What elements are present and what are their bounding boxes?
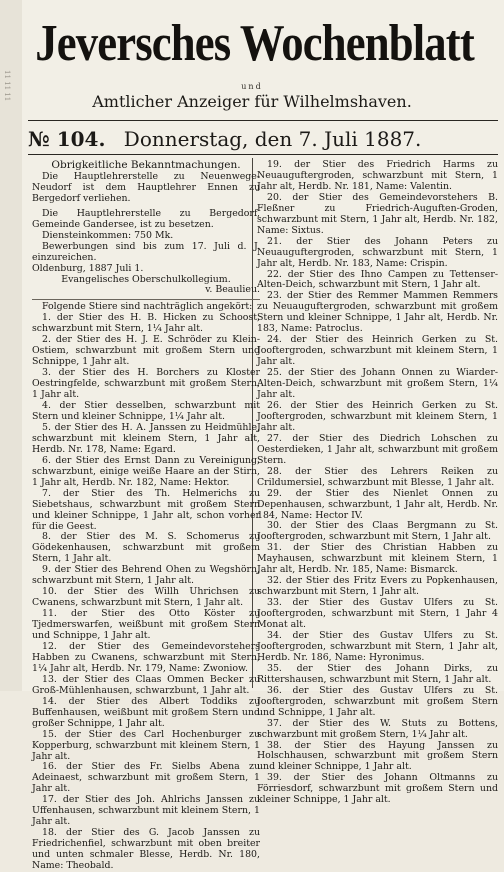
list-item: 36. der Stier des Gustav Ulfers zu St. Jooftergroden, schwarzbunt mit großem Stern und Schnippe, 1 Jahr alt. [257, 684, 498, 718]
list-item: 35. der Stier des Johann Dirks, zu Rittershausen, schwarzbunt mit Stern, 1 Jahr alt. [257, 662, 498, 685]
list-item: 4. der Stier desselben, schwarzbunt mit Stern und kleiner Schnippe, 1¼ Jahr alt. [32, 400, 260, 422]
issue-date: Donnerstag, den 7. Juli 1887. [123, 127, 422, 151]
newspaper-title: Jeversches Wochenblatt [35, 15, 474, 72]
list-item: 19. der Stier des Friedrich Harms zu Neuauguftergroden, schwarzbunt mit Stern, 1 Jahr alt, Herdb. Nr. 181, Name: Valentin. [257, 159, 498, 192]
list-item: 18. der Stier des G. Jacob Janssen zu Friedrichenfiel, schwarzbunt mit oben breiter und unten schmaler Blesse, Herdb. Nr. 180, Name: Theobald. [32, 827, 260, 872]
list-item: 28. der Stier des Lehrers Reiken zu Crildumersiel, schwarzbunt mit Blesse, 1 Jahr alt. [257, 465, 498, 488]
list-item: 11. der Stier des Otto Köster zu Tjedmerswarfen, weißbunt mit großem Stern und Schnippe, 1 Jahr alt. [32, 608, 260, 642]
masthead-subtitle: Amtlicher Anzeiger für Wilhelmshaven. [92, 92, 412, 111]
list-item: 15. der Stier des Carl Hochenburger zu Kopperburg, schwarzbunt mit kleinem Stern, 1 Jahr alt. [32, 728, 260, 762]
list-item: 5. der Stier des H. A. Janssen zu Heidmühle, schwarzbunt mit kleinem Stern, 1 Jahr alt, Herdb. Nr. 178, Name: Egard. [32, 421, 260, 455]
list-intro: Folgende Stiere sind nachträglich angekört: [42, 301, 253, 313]
list-item: 17. der Stier des Joh. Ahlrichs Janssen zu Uffenhausen, schwarzbunt mit kleinem Stern, 1 Jahr alt. [32, 794, 260, 828]
list-item: 12. der Stier des Gemeindevorstehers Habben zu Cwanens, schwarzbunt mit Stern, 1¼ Jahr alt, Herdb. Nr. 179, Name: Zwoniow. [32, 640, 260, 674]
list-item: 22. der Stier des Ihno Campen zu Tettenser-Alten-Deich, schwarzbunt mit Stern, 1 Jahr alt. [257, 268, 498, 291]
list-item: 6. der Stier des Ernst Dann zu Vereinigung, schwarzbunt, einige weiße Haare an der Stirn, 1 Jahr alt, Herdb. Nr. 182, Name: Hektor. [32, 454, 260, 488]
list-item: 31. der Stier des Christian Habben zu Mayhausen, schwarzbunt mit kleinem Stern, 1 Jahr alt, Herdb. Nr. 185, Name: Bismarck. [257, 542, 498, 576]
rule-bottom [28, 154, 498, 155]
notice-text: Diensteinkommen: 750 Mk. [42, 229, 174, 241]
section-heading: Obrigkeitliche Bekanntmachungen. [51, 159, 241, 171]
masthead [0, 6, 504, 111]
list-item: 8. der Stier des M. S. Schomerus zu Gödekenhausen, schwarzbunt mit großem Stern, 1 Jahr alt. [32, 531, 260, 565]
notice-place-date: Oldenburg, 1887 Juli 1. [32, 262, 144, 274]
list-item: 34. der Stier des Gustav Ulfers zu St. Jooftergroden, schwarzbunt mit Stern, 1 Jahr alt, Herdb. Nr. 186, Name: Hyronimus. [257, 629, 498, 663]
rule-top [28, 120, 498, 121]
list-item: 20. der Stier des Gemeindevorstehers B. Fleßner zu Friedrich-Auguften-Groden, schwarzbunt mit Stern, 1 Jahr alt, Herdb. Nr. 182, Name: Sixtus. [257, 191, 498, 236]
list-item: 2. der Stier des H. J. E. Schröder zu Klein-Ostiem, schwarzbunt mit großem Stern und Schnippe, 1 Jahr alt. [32, 334, 260, 368]
notice-text: Die Hauptlehrerstelle zu Bergedorf, Gemeinde Gandersee, ist zu besetzen. [32, 207, 260, 230]
list-item: 1. der Stier des H. B. Hicken zu Schoost, schwarzbunt mit Stern, 1¼ Jahr alt. [32, 312, 260, 335]
list-item: 32. der Stier des Fritz Evers zu Popkenhausen, schwarzbunt mit Stern, 1 Jahr alt. [257, 575, 498, 598]
issue-number: № 104. [28, 127, 106, 151]
list-item: 33. der Stier des Gustav Ulfers zu St. Jooftergroden, schwarzbunt mit Stern, 1 Jahr 4 Monat alt. [257, 597, 498, 631]
right-column [257, 160, 498, 806]
list-item: 21. der Stier des Johann Peters zu Neuauguftergroden, schwarzbunt mit Stern, 1 Jahr alt, Herdb. Nr. 183, Name: Crispin. [257, 235, 498, 269]
list-item: 23. der Stier des Remmer Mammen Remmers zu Neuauguftergroden, schwarzbunt mit großem Stern und kleiner Schnippe, 1 Jahr alt, Herdb. Nr. 183, Name: Patroclus. [257, 290, 498, 335]
list-item: 10. der Stier des Willh Uhrichsen zu Cwanens, schwarzbunt mit Stern, 1 Jahr alt. [32, 586, 260, 609]
list-item: 16. der Stier des Fr. Sielbs Abena zu Adeinaest, schwarzbunt mit großem Stern, 1 Jahr alt. [32, 761, 260, 795]
left-column [32, 160, 260, 872]
margin-mark: 11 11 11 [3, 70, 11, 102]
section-rule [32, 299, 260, 300]
masthead-und: und [241, 82, 263, 91]
list-item: 29. der Stier des Nienlet Onnen zu Depenhausen, schwarzbunt, 1 Jahr alt, Herdb. Nr. 184, Name: Hector IV. [257, 487, 498, 521]
list-item: 30. der Stier des Claas Bergmann zu St. Jooftergroden, schwarzbunt mit Stern, 1 Jahr alt. [257, 520, 498, 543]
list-item: 25. der Stier des Johann Onnen zu Wiarder-Alten-Deich, schwarzbunt mit großem Stern, 1¼ Jahr alt. [257, 367, 498, 401]
list-item: 13. der Stier des Claas Ommen Becker zu Groß-Mühlenhausen, schwarzbunt, 1 Jahr alt. [32, 673, 260, 696]
list-item: 39. der Stier des Johann Oltmanns zu Förriesdorf, schwarzbunt mit großem Stern und kleiner Schnippe, 1 Jahr alt. [257, 772, 498, 806]
list-item: 9. der Stier des Behrend Ohen zu Wegshörn, schwarzbunt mit Stern, 1 Jahr alt. [32, 564, 260, 587]
list-item: 14. der Stier des Albert Toddiks zu Buffenhausen, weißbunt mit großem Stern und großer Schnippe, 1 Jahr alt. [32, 695, 260, 729]
list-item: 38. der Stier des Hayung Janssen zu Holschhausen, schwarzbunt mit großem Stern und kleiner Schnippe, 1 Jahr alt. [257, 739, 498, 773]
list-item: 3. der Stier des H. Borchers zu Kloster Oestringfelde, schwarzbunt mit großem Stern, 1 Jahr alt. [32, 367, 260, 401]
list-item: 24. der Stier des Heinrich Gerken zu St. Jooftergroden, schwarzbunt mit kleinem Stern, 1 Jahr alt. [257, 334, 498, 368]
list-item: 27. der Stier des Diedrich Lohschen zu Oesterdieken, 1 Jahr alt, schwarzbunt mit großem Stern. [257, 432, 498, 466]
notice-text: Bewerbungen sind bis zum 17. Juli d. J. einzureichen. [32, 240, 260, 263]
notice-text: Die Hauptlehrerstelle zu Neuenwege-Neudorf ist dem Hauptlehrer Ennen zu Bergedorf verliehen. [32, 170, 260, 204]
dateline [28, 124, 498, 154]
list-item: 26. der Stier des Heinrich Gerken zu St. Jooftergroden, schwarzbunt mit kleinem Stern, 1 Jahr alt. [257, 399, 498, 433]
notice-authority: Evangelisches Oberschulkollegium. [61, 273, 231, 285]
notice-signature: v. Beaulieu. [205, 284, 260, 296]
list-item: 7. der Stier des Th. Helmerichs zu Siebetshaus, schwarzbunt mit großem Stern und kleiner Schnippe, 1 Jahr alt, schon vorher für die Geest. [32, 487, 260, 532]
list-item: 37. der Stier des W. Stuts zu Bottens, schwarzbunt mit großem Stern, 1¼ Jahr alt. [257, 717, 498, 740]
